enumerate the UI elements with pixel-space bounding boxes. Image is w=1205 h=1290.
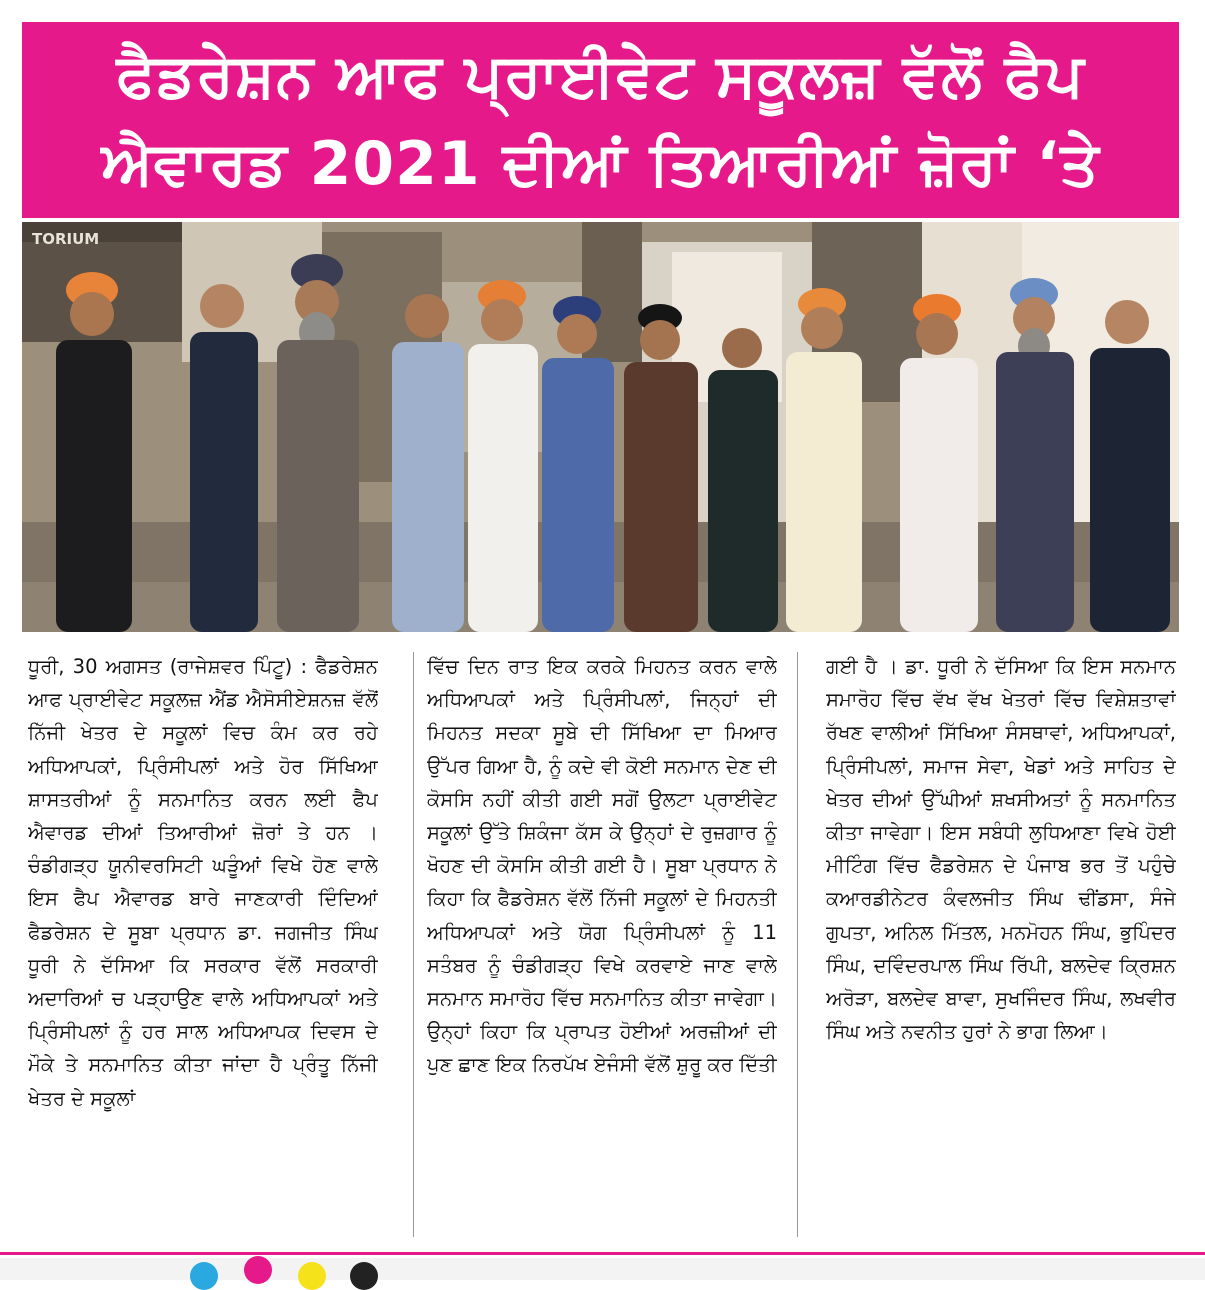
article-column-3: ਗਈ ਹੈ । ਡਾ. ਧੂਰੀ ਨੇ ਦੱਸਿਆ ਕਿ ਇਸ ਸਨਮਾਨ ਸਮਾਰੋਹ ਵਿੱਚ ਵੱਖ ਵੱਖ ਖੇਤਰਾਂ ਵਿੱਚ ਵਿਸ਼ੇਸ਼ਤਾਵਾਂ ਰੱਖਣ ਵਾਲੀਆਂ ਸਿੱਖਿਆ ਸੰਸਥਾਵਾਂ, ਅਧਿਆਪਕਾਂ, ਪ੍ਰਿੰਸੀਪਲਾਂ, ਸਮਾਜ ਸੇਵਾ, ਖੇਡਾਂ ਅਤੇ ਸਾਹਿਤ ਦੇ ਖੇਤਰ ਦੀਆਂ ਉੱਘੀਆਂ ਸ਼ਖਸੀਅਤਾਂ ਨੂੰ ਸਨਮਾਨਿਤ ਕੀਤਾ ਜਾਵੇਗਾ। ਇਸ ਸਬੰਧੀ ਲੁਧਿਆਣਾ ਵਿਖੇ ਹੋਈ ਮੀਟਿੰਗ ਵਿੱਚ ਫੈਡਰੇਸ਼ਨ ਦੇ ਪੰਜਾਬ ਭਰ ਤੋਂ ਪਹੁੰਚੇ ਕਆਰਡੀਨੇਟਰ ਕੰਵਲਜੀਤ ਸਿੰਘ ਢੀਂਡਸਾ, ਸੰਜੇ ਗੁਪਤਾ, ਅਨਿਲ ਮਿੱਤਲ, ਮਨਮੋਹਨ ਸਿੰਘ, ਭੁਪਿੰਦਰ ਸਿੰਘ, ਦਵਿੰਦਰਪਾਲ ਸਿੰਘ ਰਿੱਪੀ, ਬਲਦੇਵ ਕ੍ਰਿਸ਼ਨ ਅਰੋੜਾ, ਬਲਦੇਵ ਬਾਵਾ, ਸੁਖਜਿੰਦਰ ਸਿੰਘ, ਲਖਵੀਰ ਸਿੰਘ ਅਤੇ ਨਵਨੀਤ ਹੁਰਾਂ ਨੇ ਭਾਗ ਲਿਆ। xyxy=(826,655,1176,1044)
wall-sign: TORIUM xyxy=(32,230,100,248)
registration-mark-cyan xyxy=(190,1262,218,1290)
article-column-1: ਧੂਰੀ, 30 ਅਗਸਤ (ਰਾਜੇਸ਼ਵਰ ਪਿੰਟੂ) : ਫੈਡਰੇਸ਼ਨ ਆਫ ਪ੍ਰਾਈਵੇਟ ਸਕੂਲਜ਼ ਐਂਡ ਐਸੋਸੀਏਸ਼ਨਜ਼ ਵੱਲੋਂ ਨਿੱਜੀ ਖੇਤਰ ਦੇ ਸਕੂਲਾਂ ਵਿਚ ਕੰਮ ਕਰ ਰਹੇ ਅਧਿਆਪਕਾਂ, ਪ੍ਰਿੰਸੀਪਲਾਂ ਅਤੇ ਹੋਰ ਸਿੱਖਿਆ ਸ਼ਾਸਤਰੀਆਂ ਨੂੰ ਸਨਮਾਨਿਤ ਕਰਨ ਲਈ ਫੈਪ ਐਵਾਰਡ ਦੀਆਂ ਤਿਆਰੀਆਂ ਜ਼ੋਰਾਂ ਤੇ ਹਨ । ਚੰਡੀਗੜ੍ਹ ਯੂਨੀਵਰਸਿਟੀ ਘੜੂੰਆਂ ਵਿਖੇ ਹੋਣ ਵਾਲੇ ਇਸ ਫੈਪ ਐਵਾਰਡ ਬਾਰੇ ਜਾਣਕਾਰੀ ਦਿੰਦਿਆਂ ਫੈਡਰੇਸ਼ਨ ਦੇ ਸੂਬਾ ਪ੍ਰਧਾਨ ਡਾ. ਜਗਜੀਤ ਸਿੰਘ ਧੂਰੀ ਨੇ ਦੱਸਿਆ ਕਿ ਸਰਕਾਰ ਵੱਲੋਂ ਸਰਕਾਰੀ ਅਦਾਰਿਆਂ ਚ ਪੜ੍ਹਾਉਣ ਵਾਲੇ ਅਧਿਆਪਕਾਂ ਅਤੇ ਪ੍ਰਿੰਸੀਪਲਾਂ ਨੂੰ ਹਰ ਸਾਲ ਅਧਿਆਪਕ ਦਿਵਸ ਦੇ ਮੌਕੇ ਤੇ ਸਨਮਾਨਿਤ ਕੀਤਾ ਜਾਂਦਾ ਹੈ ਪ੍ਰੰਤੂ ਨਿੱਜੀ ਖੇਤਰ ਦੇ ਸਕੂਲਾਂ xyxy=(28,655,378,1110)
person-4 xyxy=(392,294,464,632)
article-column-2: ਵਿੱਚ ਦਿਨ ਰਾਤ ਇਕ ਕਰਕੇ ਮਿਹਨਤ ਕਰਨ ਵਾਲੇ ਅਧਿਆਪਕਾਂ ਅਤੇ ਪ੍ਰਿੰਸੀਪਲਾਂ, ਜਿਨ੍ਹਾਂ ਦੀ ਮਿਹਨਤ ਸਦਕਾ ਸੂਬੇ ਦੀ ਸਿੱਖਿਆ ਦਾ ਮਿਆਰ ਉੱਪਰ ਗਿਆ ਹੈ, ਨੂੰ ਕਦੇ ਵੀ ਕੋਈ ਸਨਮਾਨ ਦੇਣ ਦੀ ਕੋਸਸਿ ਨਹੀਂ ਕੀਤੀ ਗਈ ਸਗੋਂ ਉਲਟਾ ਪ੍ਰਾਈਵੇਟ ਸਕੂਲਾਂ ਉੱਤੇ ਸ਼ਿਕੰਜਾ ਕੱਸ ਕੇ ਉਨ੍ਹਾਂ ਦੇ ਰੁਜ਼ਗਾਰ ਨੂੰ ਖੋਹਣ ਦੀ ਕੋਸਸਿ ਕੀਤੀ ਗਈ ਹੈ। ਸੂਬਾ ਪ੍ਰਧਾਨ ਨੇ ਕਿਹਾ ਕਿ ਫੈਡਰੇਸ਼ਨ ਵੱਲੋਂ ਨਿੱਜੀ ਸਕੂਲਾਂ ਦੇ ਮਿਹਨਤੀ ਅਧਿਆਪਕਾਂ ਅਤੇ ਯੋਗ ਪ੍ਰਿੰਸੀਪਲਾਂ ਨੂੰ 11 ਸਤੰਬਰ ਨੂੰ ਚੰਡੀਗੜ੍ਹ ਵਿਖੇ ਕਰਵਾਏ ਜਾਣ ਵਾਲੇ ਸਨਮਾਨ ਸਮਾਰੋਹ ਵਿੱਚ ਸਨਮਾਨਿਤ ਕੀਤਾ ਜਾਵੇਗਾ। ਉਨ੍ਹਾਂ ਕਿਹਾ ਕਿ ਪ੍ਰਾਪਤ ਹੋਈਆਂ ਅਰਜ਼ੀਆਂ ਦੀ ਪੁਣ ਛਾਣ ਇਕ ਨਿਰਪੱਖ ਏਜੰਸੀ ਵੱਲੋਂ ਸ਼ੁਰੂ ਕਰ ਦਿੱਤੀ xyxy=(427,655,777,1077)
headline-line-1: ਫੈਡਰੇਸ਼ਨ ਆਫ ਪ੍ਰਾਈਵੇਟ ਸਕੂਲਜ਼ ਵੱਲੋਂ ਫੈਪ xyxy=(116,41,1085,111)
person-8 xyxy=(708,328,778,632)
column-divider xyxy=(413,652,414,1237)
group-photo xyxy=(22,222,1179,632)
registration-mark-yellow xyxy=(298,1262,326,1290)
headline-line-2: ਐਵਾਰਡ 2021 ਦੀਆਂ ਤਿਆਰੀਆਂ ਜ਼ੋਰਾਂ ‘ਤੇ xyxy=(101,129,1100,199)
article-body xyxy=(28,650,1176,1240)
page-footer xyxy=(0,1258,1205,1280)
registration-mark-black xyxy=(350,1262,378,1290)
person-2 xyxy=(190,284,258,632)
person-12 xyxy=(1090,300,1170,632)
bottom-accent-rule xyxy=(0,1252,1205,1255)
headline-banner xyxy=(22,22,1179,218)
column-divider xyxy=(797,652,798,1237)
